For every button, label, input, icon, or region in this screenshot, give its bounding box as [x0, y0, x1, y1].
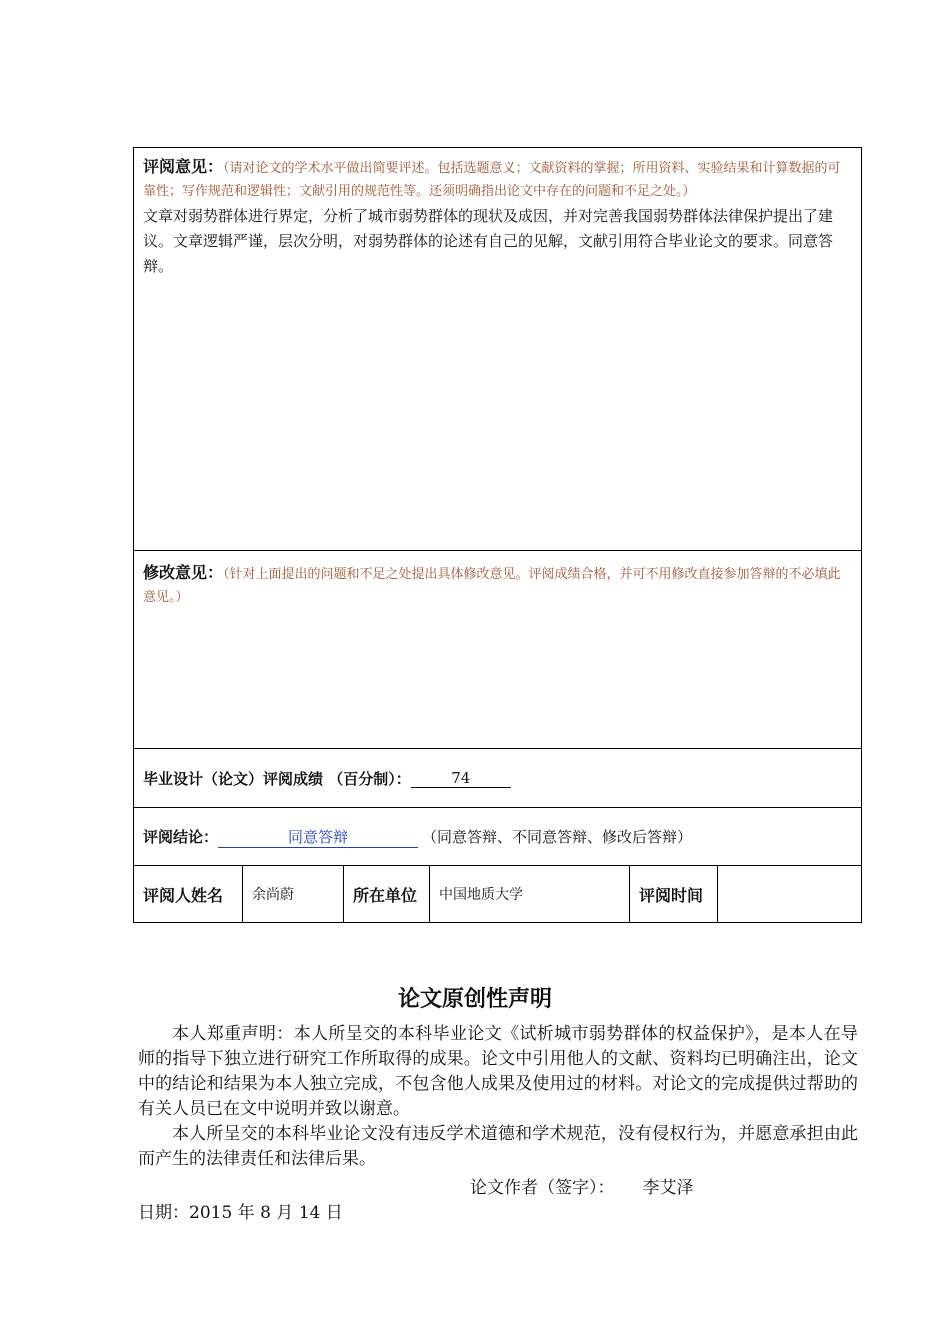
- review-opinion-section: [134, 148, 861, 550]
- reviewer-unit-label: 所在单位: [343, 866, 429, 922]
- declaration-body: [138, 1022, 858, 1172]
- reviewer-name-label: 评阅人姓名: [143, 885, 224, 905]
- signature-line: [470, 1173, 694, 1198]
- declaration-paragraph-2: 本人所呈交的本科毕业论文没有违反学术道德和学术规范，没有侵权行为，并愿意承担由此而产生的法律责任和法律后果。: [138, 1124, 858, 1169]
- declaration-title: 论文原创性声明: [397, 987, 552, 1012]
- reviewer-unit-value: 中国地质大学: [429, 866, 629, 922]
- revision-opinion-hint: （针对上面提出的问题和不足之处提出具体修改意见。评阅成绩合格，并可不用修改直接参加答辩的不必填此意见。）: [143, 567, 841, 605]
- conclusion-line: [143, 808, 692, 865]
- conclusion-options: （同意答辩、不同意答辩、修改后答辩）: [422, 828, 693, 846]
- revision-opinion-header: [143, 560, 852, 609]
- reviewer-name-value: 余尚蔚: [242, 866, 343, 922]
- score-label: 毕业设计（论文）评阅成绩 （百分制）：: [143, 769, 411, 788]
- revision-opinion-label: 修改意见：: [143, 563, 224, 582]
- conclusion-label: 评阅结论：: [143, 828, 219, 846]
- score-section: [134, 748, 861, 807]
- reviewer-info-row: [134, 865, 861, 922]
- declaration-paragraph-1: 本人郑重声明：本人所呈交的本科毕业论文《试析城市弱势群体的权益保护》，是本人在导师的指导下独立进行研究工作所取得的成果。论文中引用他人的文献、资料均已明确注出，论文中的结论和结果为本人独立完成，不包含他人成果及使用过的材料。对论文的完成提供过帮助的有关人员已在文中说明并致以谢意。: [138, 1024, 858, 1119]
- conclusion-section: [134, 807, 861, 865]
- score-line: [143, 749, 511, 807]
- signature-label: 论文作者（签字）：: [470, 1178, 615, 1198]
- review-opinion-header: [143, 154, 852, 203]
- score-value: 74: [411, 769, 511, 788]
- review-time-value: [717, 866, 861, 922]
- conclusion-value: 同意答辩: [218, 826, 418, 848]
- declaration-date: 日期：2015 年 8 月 14 日: [138, 1203, 343, 1223]
- signature-name: 李艾泽: [642, 1178, 694, 1198]
- review-time-label: 评阅时间: [629, 866, 717, 922]
- review-opinion-label: 评阅意见：: [143, 157, 224, 176]
- review-comment-text: 文章对弱势群体进行界定，分析了城市弱势群体的现状及成因，并对完善我国弱势群体法律保护提出了建议。文章逻辑严谨，层次分明，对弱势群体的论述有自己的见解，文献引用符合毕业论文的要求。同意答辩。: [143, 207, 834, 275]
- review-opinion-hint: （请对论文的学术水平做出简要评述。包括选题意义；文献资料的掌握；所用资料、实验结果和计算数据的可靠性；写作规范和逻辑性；文献引用的规范性等。还须明确指出论文中存在的问题和不足之处。）: [143, 161, 841, 199]
- review-form-table: [133, 147, 862, 923]
- revision-opinion-section: [134, 550, 861, 748]
